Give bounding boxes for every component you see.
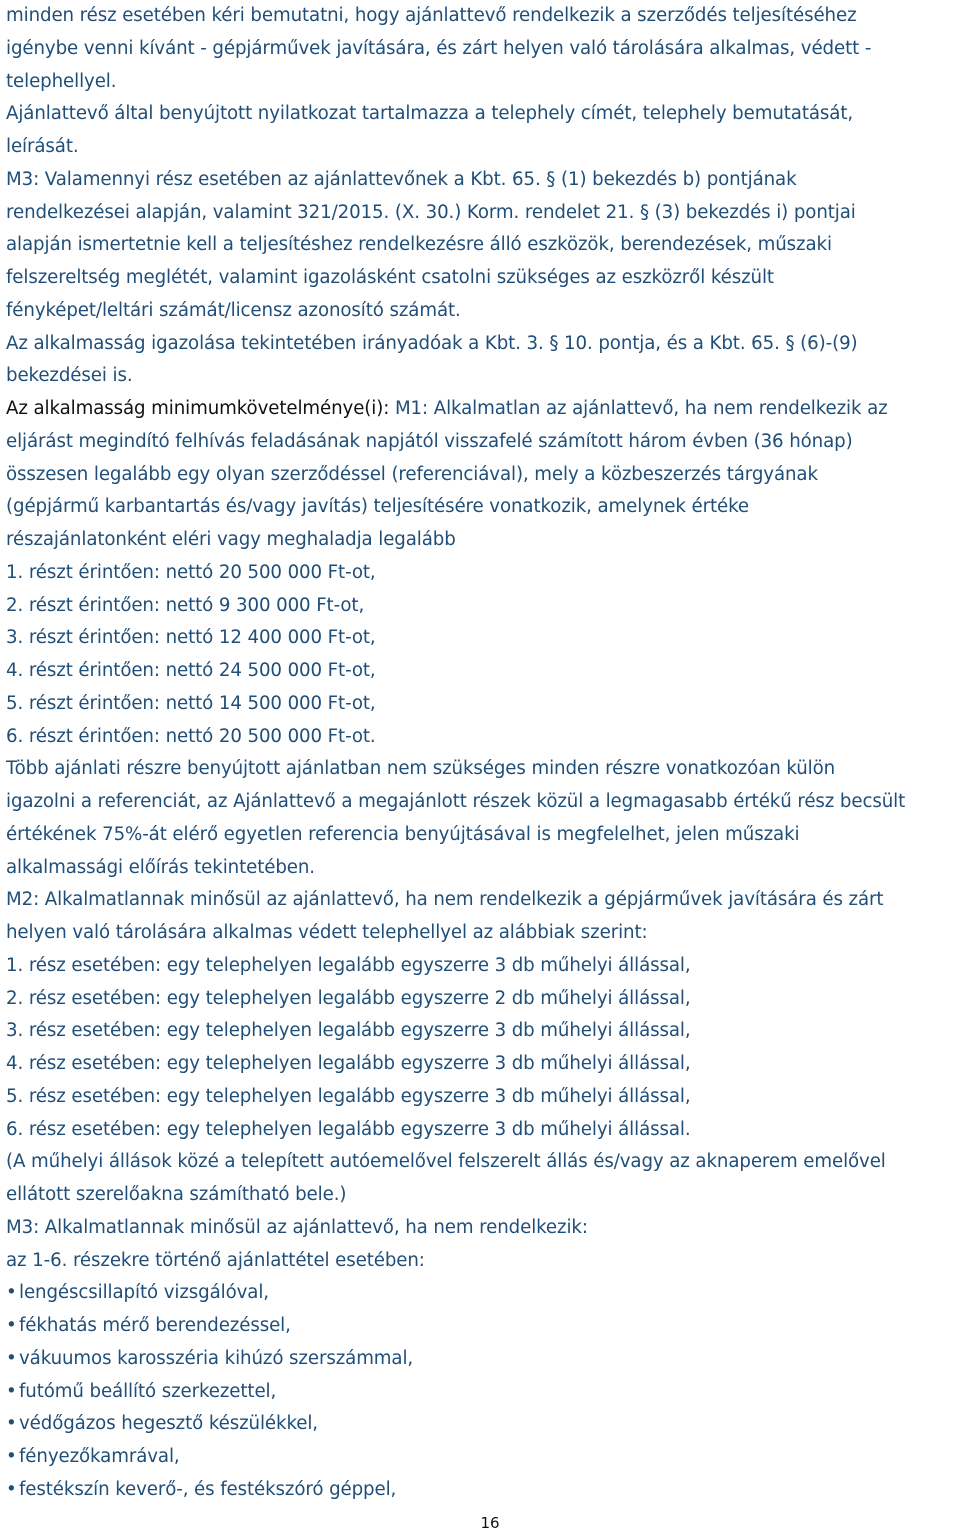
bullet-text: fényezőkamrával, bbox=[19, 1446, 180, 1467]
text-line: eljárást megindító felhívás feladásának napjától visszafelé számított három évben (36 hónap) bbox=[6, 430, 853, 452]
workshop-line: 6. rész esetében: egy telephelyen legalább egyszerre 3 db műhelyi állással. bbox=[6, 1118, 691, 1140]
bullet-item bbox=[6, 1376, 958, 1409]
text-line: ellátott szerelőakna számítható bele.) bbox=[6, 1184, 347, 1205]
text-line: alapján ismertetnie kell a teljesítéshez rendelkezésre álló eszközök, berendezések, műszaki bbox=[6, 234, 832, 256]
workshop-line: 5. rész esetében: egy telephelyen legalább egyszerre 3 db műhelyi állással, bbox=[6, 1085, 691, 1107]
reference-line: 4. részt érintően: nettó 24 500 000 Ft-ot, bbox=[6, 660, 376, 681]
bullet-text: vákuumos karosszéria kihúzó szerszámmal, bbox=[19, 1347, 414, 1369]
text-line: alkalmassági előírás tekintetében. bbox=[6, 856, 315, 878]
text-line: az 1-6. részekre történő ajánlattétel esetében: bbox=[6, 1249, 425, 1271]
text-line: leírását. bbox=[6, 136, 79, 157]
bullet-item bbox=[6, 1310, 958, 1343]
text-line: részajánlatonként eléri vagy meghaladja legalább bbox=[6, 529, 456, 550]
requirement-label: Az alkalmasság minimumkövetelménye(i): bbox=[6, 398, 390, 419]
text-line: igénybe venni kívánt - gépjárművek javítására, és zárt helyen való tárolására alkalmas, védett - bbox=[6, 37, 872, 59]
page-number: 16 bbox=[480, 1514, 500, 1532]
text-line: összesen legalább egy olyan szerződéssel (referenciával), mely a közbeszerzés tárgyának bbox=[6, 463, 818, 485]
reference-line: 5. részt érintően: nettó 14 500 000 Ft-ot, bbox=[6, 692, 376, 714]
text-line: értékének 75%-át elérő egyetlen referencia benyújtásával is megfelelhet, jelen műszaki bbox=[6, 823, 800, 845]
text-line: fényképet/leltári számát/licensz azonosító számát. bbox=[6, 299, 461, 321]
workshop-line: 3. rész esetében: egy telephelyen legalább egyszerre 3 db műhelyi állással, bbox=[6, 1020, 691, 1042]
text-line: felszereltség meglétét, valamint igazolásként csatolni szükséges az eszközről készült bbox=[6, 267, 774, 288]
document-body bbox=[6, 0, 958, 1507]
bullet-text: lengéscsillapító vizsgálóval, bbox=[19, 1282, 269, 1304]
bullet-item bbox=[6, 1277, 958, 1310]
reference-line: 1. részt érintően: nettó 20 500 000 Ft-ot, bbox=[6, 561, 376, 583]
text-line: M2: Alkalmatlannak minősül az ajánlattevő, ha nem rendelkezik a gépjárművek javítására és zárt bbox=[6, 889, 884, 911]
workshop-line: 2. rész esetében: egy telephelyen legalább egyszerre 2 db műhelyi állással, bbox=[6, 987, 691, 1009]
text-line: igazolni a referenciát, az Ajánlattevő a megajánlott részek közül a legmagasabb értékű rész becsült bbox=[6, 791, 906, 812]
workshop-line: 1. rész esetében: egy telephelyen legalább egyszerre 3 db műhelyi állással, bbox=[6, 954, 691, 976]
bullet-text: fékhatás mérő berendezéssel, bbox=[19, 1315, 291, 1336]
text-line: M3: Alkalmatlannak minősül az ajánlattevő, ha nem rendelkezik: bbox=[6, 1216, 588, 1238]
text-line: M3: Valamennyi rész esetében az ajánlattevőnek a Kbt. 65. § (1) bekezdés b) pontjának bbox=[6, 168, 797, 190]
bullet-text: festékszín keverő-, és festékszóró géppel, bbox=[19, 1478, 397, 1500]
text-line: (A műhelyi állások közé a telepített autóemelővel felszerelt állás és/vagy az aknaperem emelővel bbox=[6, 1151, 886, 1173]
reference-line: 2. részt érintően: nettó 9 300 000 Ft-ot, bbox=[6, 594, 365, 616]
text-line: Ajánlattevő által benyújtott nyilatkozat tartalmazza a telephely címét, telephely bemutatását, bbox=[6, 103, 854, 125]
bullet-item bbox=[6, 1474, 958, 1507]
bullet-item bbox=[6, 1343, 958, 1376]
text-line bbox=[6, 393, 958, 426]
bullet-text: védőgázos hegesztő készülékkel, bbox=[19, 1413, 318, 1435]
text-line: helyen való tárolására alkalmas védett telephellyel az alábbiak szerint: bbox=[6, 922, 648, 943]
text-line: rendelkezései alapján, valamint 321/2015. (X. 30.) Korm. rendelet 21. § (3) bekezdés i) pontjai bbox=[6, 201, 856, 223]
text-line: (gépjármű karbantartás és/vagy javítás) teljesítésére vonatkozik, amelynek értéke bbox=[6, 496, 749, 518]
bullet-item bbox=[6, 1408, 958, 1441]
text-line: minden rész esetében kéri bemutatni, hogy ajánlattevő rendelkezik a szerződés teljesítéséhez bbox=[6, 5, 857, 26]
text-line: telephellyel. bbox=[6, 70, 117, 92]
bullet-text: futómű beállító szerkezettel, bbox=[19, 1380, 277, 1402]
requirement-text: M1: Alkalmatlan az ajánlattevő, ha nem rendelkezik az bbox=[389, 398, 888, 419]
text-line: bekezdései is. bbox=[6, 365, 133, 387]
bullet-item bbox=[6, 1441, 958, 1474]
text-line: Az alkalmasság igazolása tekintetében irányadóak a Kbt. 3. § 10. pontja, és a Kbt. 65. § (6)-(9) bbox=[6, 332, 858, 354]
reference-line: 3. részt érintően: nettó 12 400 000 Ft-ot, bbox=[6, 627, 376, 649]
reference-line: 6. részt érintően: nettó 20 500 000 Ft-ot. bbox=[6, 725, 376, 747]
text-line: Több ajánlati részre benyújtott ajánlatban nem szükséges minden részre vonatkozóan külön bbox=[6, 758, 836, 780]
workshop-line: 4. rész esetében: egy telephelyen legalább egyszerre 3 db műhelyi állással, bbox=[6, 1053, 691, 1074]
